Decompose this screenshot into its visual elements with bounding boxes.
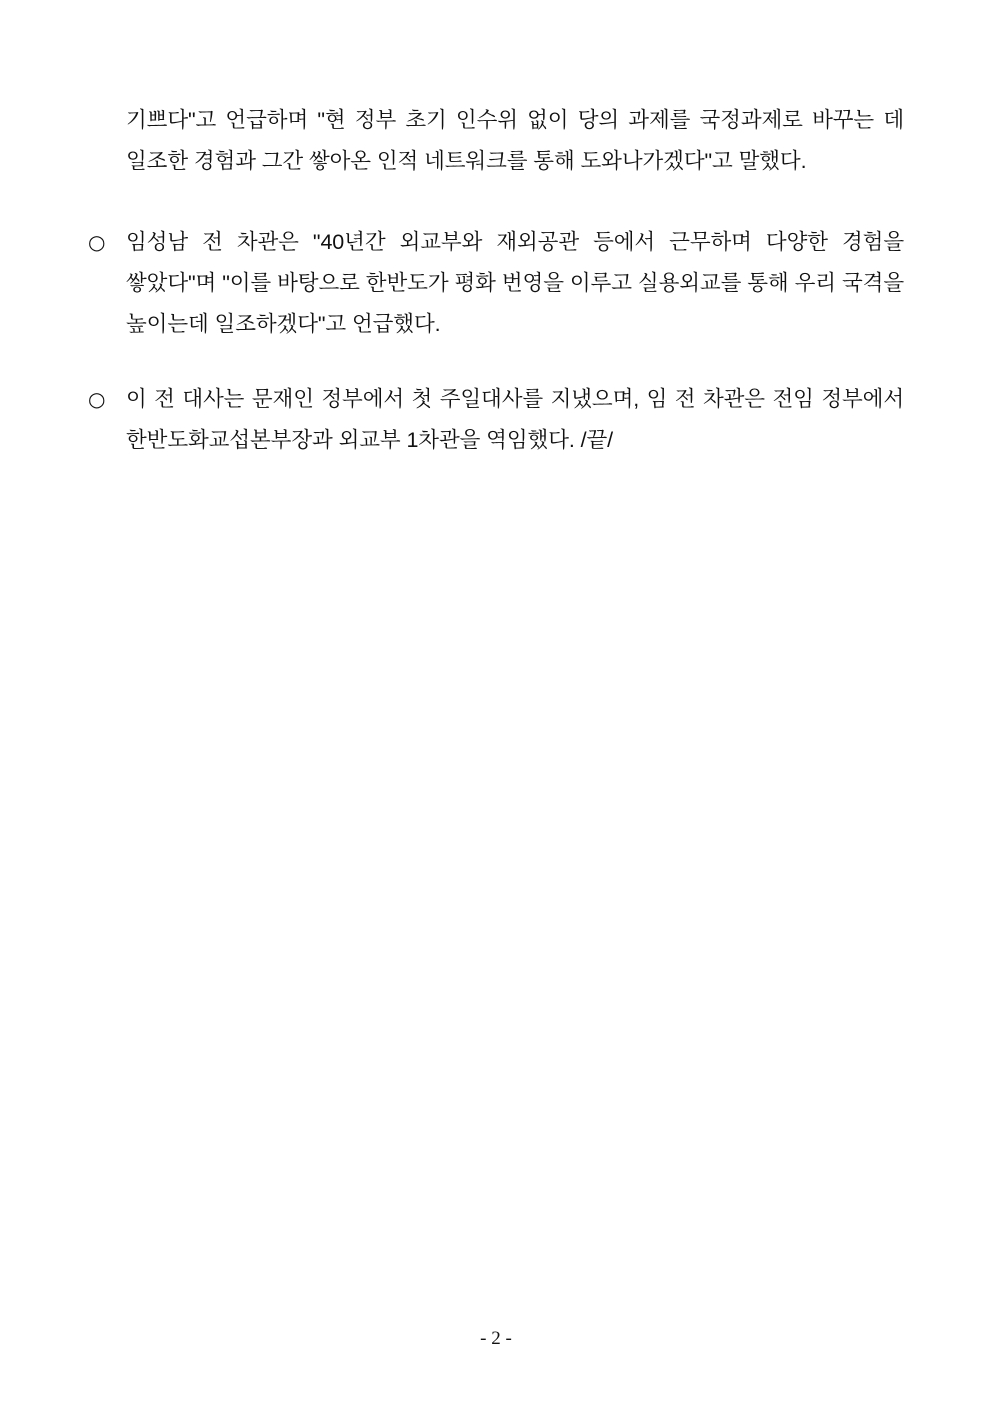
paragraph-continuation xyxy=(88,100,904,182)
document-body xyxy=(88,100,904,495)
bullet-circle-icon: ○ xyxy=(88,230,106,254)
page-number: - 2 - xyxy=(480,1328,512,1349)
bullet-circle-icon: ○ xyxy=(88,387,106,411)
paragraph-item-1 xyxy=(88,222,904,345)
paragraph-text: 임성남 전 차관은 "40년간 외교부와 재외공관 등에서 근무하며 다양한 경험을 쌓았다"며 "이를 바탕으로 한반도가 평화 번영을 이루고 실용외교를 통해 우리 국격을 높이는데 일조하겠다"고 언급했다. xyxy=(126,230,904,336)
paragraph-item-2 xyxy=(88,379,904,461)
paragraph-text: 이 전 대사는 문재인 정부에서 첫 주일대사를 지냈으며, 임 전 차관은 전임 정부에서 한반도화교섭본부장과 외교부 1차관을 역임했다. /끝/ xyxy=(126,387,904,452)
paragraph-text: 기쁘다"고 언급하며 "현 정부 초기 인수위 없이 당의 과제를 국정과제로 바꾸는 데 일조한 경험과 그간 쌓아온 인적 네트워크를 통해 도와나가겠다"고 말했다. xyxy=(126,108,904,173)
